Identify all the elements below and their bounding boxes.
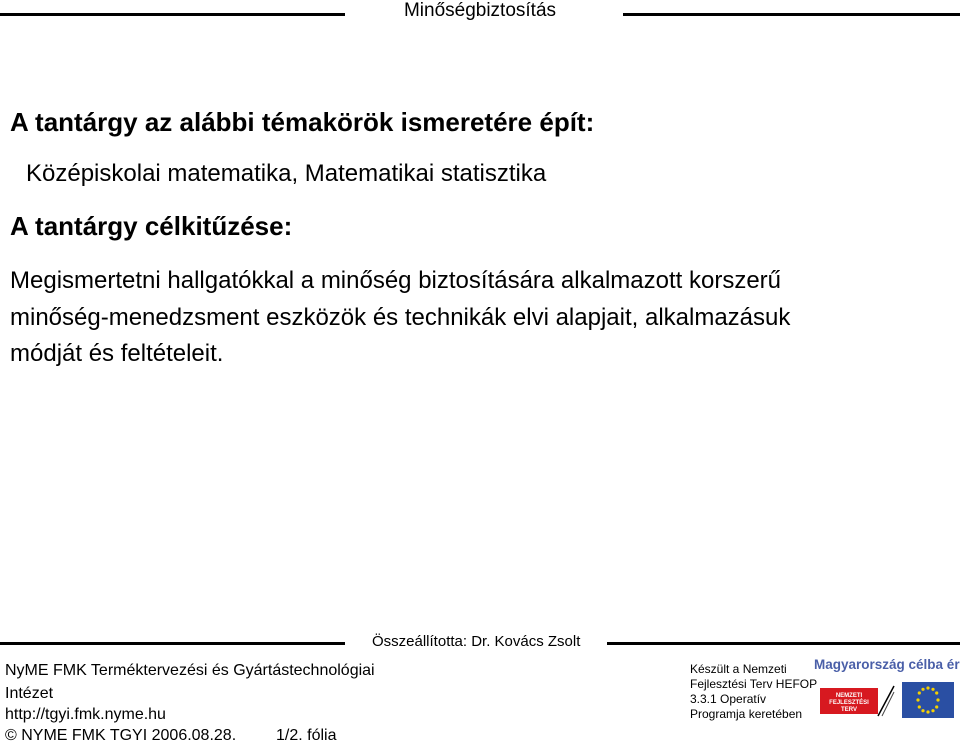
institute-url-link[interactable]: http://tgyi.fmk.nyme.hu — [5, 706, 166, 723]
objective-line-2: minőség-menedzsment eszközök és technikák elvi alapjait, alkalmazásuk — [10, 304, 791, 331]
footer-rule-left — [0, 642, 345, 645]
objective-line-3: módját és feltételeit. — [10, 340, 224, 367]
nft-logo-line-1: NEMZETI — [835, 693, 863, 699]
prerequisites-text: Középiskolai matematika, Matematikai statisztika — [26, 160, 547, 187]
header-title: Minőségbiztosítás — [403, 0, 557, 21]
slogan-text: Magyarország célba ér — [814, 657, 960, 672]
nft-logo-line-2: FEJLESZTÉSI — [829, 700, 869, 706]
funding-note-line-3: 3.3.1 Operatív — [690, 692, 767, 706]
prerequisites-heading: A tantárgy az alábbi témakörök ismeretére épít: — [10, 107, 595, 137]
slide-number: 1/2. fólia — [276, 727, 337, 744]
copyright-notice: © NYME FMK TGYI 2006.08.28. — [5, 727, 237, 744]
nft-logo-icon — [820, 682, 896, 718]
institute-name-line-1: NyME FMK Terméktervezési és Gyártástechnológiai — [5, 662, 375, 679]
eu-flag-icon — [902, 682, 954, 718]
objective-heading: A tantárgy célkitűzése: — [10, 211, 293, 241]
author-credit: Összeállította: Dr. Kovács Zsolt — [372, 633, 581, 650]
header-rule-right — [623, 13, 960, 16]
funding-note-line-2: Fejlesztési Terv HEFOP — [690, 677, 818, 691]
funding-note-line-4: Programja keretében — [690, 707, 803, 721]
nft-logo-line-3: TERV — [841, 707, 857, 713]
footer-rule-right — [607, 642, 960, 645]
objective-line-1: Megismertetni hallgatókkal a minőség biztosítására alkalmazott korszerű — [10, 267, 782, 294]
institute-name-line-2: Intézet — [5, 685, 54, 702]
funding-note-line-1: Készült a Nemzeti — [690, 662, 787, 676]
